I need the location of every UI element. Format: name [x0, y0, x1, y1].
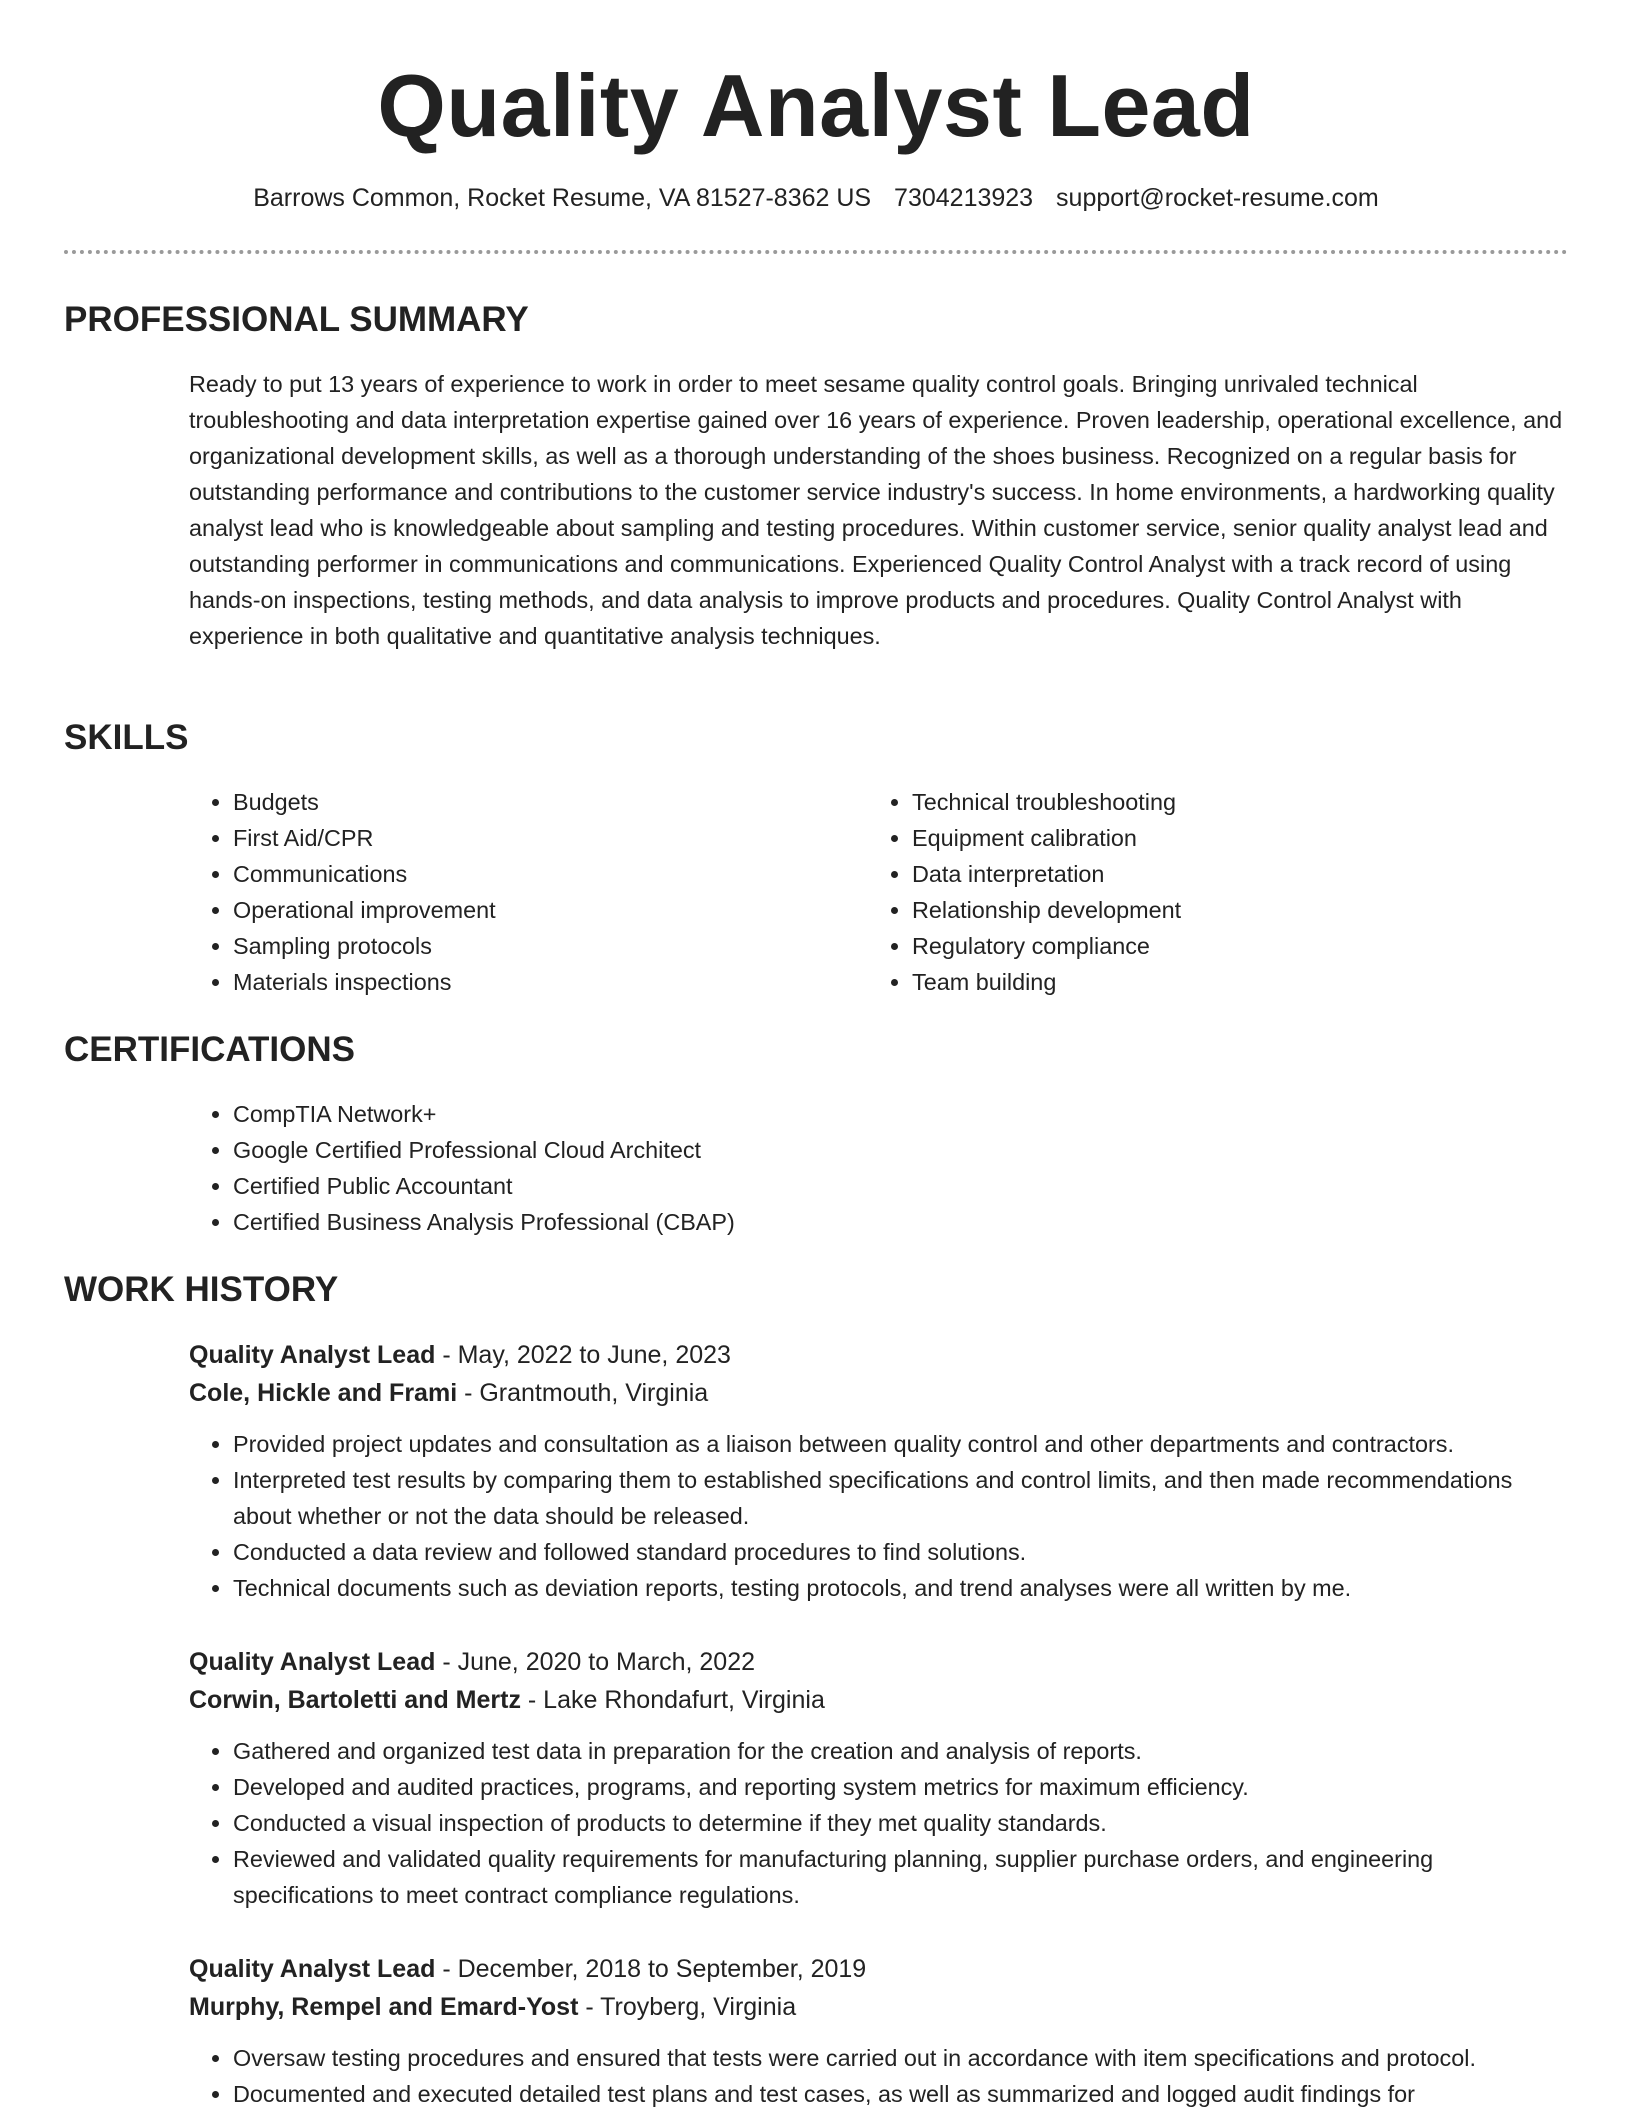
skill-item: • Budgets: [233, 784, 496, 820]
job-bullet: • Interpreted test results by comparing them to established specifications and control limits, and then made recommendations about whether or not the data should be released.: [233, 1462, 1568, 1534]
job-dates: - December, 2018 to September, 2019: [435, 1955, 867, 1983]
skill-item: • Communications: [233, 856, 496, 892]
summary-text: Ready to put 13 years of experience to work in order to meet sesame quality control goals. Bringing unrivaled technical troubleshooting and data interpretation expertise gained over 16 years of experience. Proven leadership, operational excellence, and organizational development skills, as well as a thorough understanding of the shoes business. Recognized on a regular basis for outstanding performance and contributions to the customer service industry's success. In home environments, a hardworking quality analyst lead who is knowledgeable about sampling and testing procedures. Within customer service, senior quality analyst lead and outstanding performer in communications and communications. Experienced Quality Control Analyst with a track record of using hands-on inspections, testing methods, and data analysis to improve products and procedures. Quality Control Analyst with experience in both qualitative and quantitative analysis techniques.: [189, 371, 1563, 649]
job-location: - Lake Rhondafurt, Virginia: [520, 1686, 825, 1714]
job-company: Corwin, Bartoletti and Mertz: [189, 1686, 521, 1714]
job-bullet: • Provided project updates and consultation as a liaison between quality control and other departments and contractors.: [233, 1426, 1568, 1462]
job-company-line: [189, 1988, 1568, 2026]
contact-phone: 7304213923: [894, 184, 1034, 212]
section-title-work-history: WORK HISTORY: [64, 1270, 339, 1309]
skills-list-right: [868, 784, 1181, 1000]
skill-item: • Relationship development: [912, 892, 1181, 928]
job-title: Quality Analyst Lead: [189, 1955, 436, 1983]
certification-item: • Certified Public Accountant: [233, 1168, 735, 1204]
job-company: Cole, Hickle and Frami: [189, 1379, 458, 1407]
job-bullet: • Developed and audited practices, programs, and reporting system metrics for maximum efficiency.: [233, 1769, 1568, 1805]
skill-item: • Equipment calibration: [912, 820, 1181, 856]
job-dates: - June, 2020 to March, 2022: [435, 1648, 756, 1676]
job-title-line: [189, 1336, 1568, 1374]
job-bullet: • Conducted a data review and followed standard procedures to find solutions.: [233, 1534, 1568, 1570]
section-title-skills: SKILLS: [64, 718, 189, 757]
certification-item: • Certified Business Analysis Professional (CBAP): [233, 1204, 735, 1240]
job-bullet: • Technical documents such as deviation reports, testing protocols, and trend analyses were all written by me.: [233, 1570, 1568, 1606]
skill-item: • Operational improvement: [233, 892, 496, 928]
job-bullet: • Documented and executed detailed test plans and test cases, as well as summarized and logged audit findings for: [233, 2076, 1568, 2112]
job-entry: [189, 1336, 1568, 1606]
job-bullet: • Oversaw testing procedures and ensured that tests were carried out in accordance with item specifications and protocol.: [233, 2040, 1568, 2076]
skill-item: • Team building: [912, 964, 1181, 1000]
skill-item: • Technical troubleshooting: [912, 784, 1181, 820]
contact-info: [0, 180, 1632, 216]
header-divider: [64, 250, 1568, 254]
job-entry: [189, 1950, 1568, 2112]
skill-item: • Materials inspections: [233, 964, 496, 1000]
section-title-certifications: CERTIFICATIONS: [64, 1030, 356, 1069]
job-bullet: • Conducted a visual inspection of products to determine if they met quality standards.: [233, 1805, 1568, 1841]
contact-address: Barrows Common, Rocket Resume, VA 81527-8362 US: [253, 184, 872, 212]
skill-item: • Data interpretation: [912, 856, 1181, 892]
certification-item: • Google Certified Professional Cloud Architect: [233, 1132, 735, 1168]
certifications-list: [189, 1096, 735, 1240]
job-bullets: [189, 1426, 1568, 1606]
job-title-line: [189, 1950, 1568, 1988]
job-entry: [189, 1643, 1568, 1913]
skill-item: • Sampling protocols: [233, 928, 496, 964]
contact-email: support@rocket-resume.com: [1056, 184, 1379, 212]
skill-item: • First Aid/CPR: [233, 820, 496, 856]
job-title: Quality Analyst Lead: [189, 1341, 436, 1369]
candidate-name: Quality Analyst Lead: [377, 56, 1255, 155]
job-location: - Troyberg, Virginia: [578, 1993, 797, 2021]
job-bullet: • Gathered and organized test data in preparation for the creation and analysis of reports.: [233, 1733, 1568, 1769]
job-company-line: [189, 1681, 1568, 1719]
section-title-summary: PROFESSIONAL SUMMARY: [64, 300, 529, 339]
job-dates: - May, 2022 to June, 2023: [435, 1341, 731, 1369]
skill-item: • Regulatory compliance: [912, 928, 1181, 964]
job-location: - Grantmouth, Virginia: [457, 1379, 709, 1407]
job-bullets: [189, 1733, 1568, 1913]
skills-list-left: [189, 784, 496, 1000]
job-bullet: • Reviewed and validated quality requirements for manufacturing planning, supplier purchase orders, and engineering specifications to meet contract compliance regulations.: [233, 1841, 1568, 1913]
job-bullets: [189, 2040, 1568, 2112]
job-company: Murphy, Rempel and Emard-Yost: [189, 1993, 579, 2021]
job-title: Quality Analyst Lead: [189, 1648, 436, 1676]
certification-item: • CompTIA Network+: [233, 1096, 735, 1132]
job-company-line: [189, 1374, 1568, 1412]
job-title-line: [189, 1643, 1568, 1681]
